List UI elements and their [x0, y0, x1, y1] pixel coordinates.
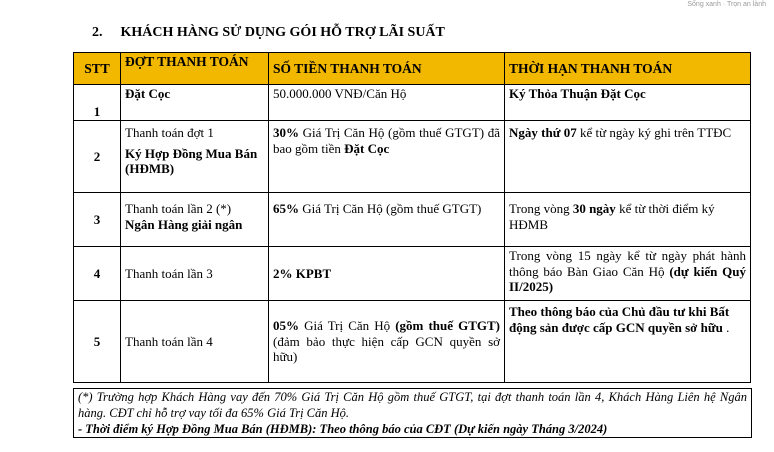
- row-1-stage: [121, 85, 269, 121]
- row-4-term-text: Trong vòng 15 ngày kể từ ngày phát hành thông báo Bàn Giao Căn Hộ: [509, 248, 746, 279]
- row-3-stage-line1: Thanh toán lần 2 (*): [125, 201, 232, 216]
- row-3-stage-line2: Ngân Hàng giải ngân: [125, 216, 243, 232]
- row-2-stt: 2: [74, 121, 121, 193]
- header-stage: ĐỢT THANH TOÁN: [121, 53, 269, 85]
- row-4-amount-text: 2% KPBT: [273, 265, 332, 281]
- row-1-term: [505, 85, 751, 121]
- row-2-term: [505, 121, 751, 193]
- row-2-amount-pct: 30%: [273, 125, 299, 140]
- row-5-stage-text: Thanh toán lần 4: [125, 333, 213, 349]
- row-3-term: [505, 193, 751, 247]
- row-1-term-text: Ký Thỏa Thuận Đặt Cọc: [509, 86, 646, 101]
- row-2-term-text: kể từ ngày ký ghi trên TTĐC: [576, 125, 732, 140]
- footnote-loan: (*) Trường hợp Khách Hàng vay đến 70% Giá Trị Căn Hộ gồm thuế GTGT, tại đợt thanh toán lần 4, Khách Hàng Liên hệ Ngân hàng. CĐT chỉ hỗ trợ vay tối đa 65% Giá Trị Căn Hộ.: [78, 390, 747, 420]
- row-3-term-days: 30 ngày: [572, 201, 616, 216]
- row-5-term: [505, 301, 751, 383]
- row-2-amount-deposit: Đặt Cọc: [344, 140, 390, 156]
- row-1-stage-text: Đặt Cọc: [125, 86, 171, 101]
- row-5-amount-text2: (đảm bảo thực hiện cấp GCN quyền sở hữu): [273, 333, 500, 365]
- table-row: [74, 121, 751, 193]
- row-4-amount: [269, 247, 505, 301]
- payment-schedule-table: [73, 52, 751, 383]
- watermark-text: Sống xanh · Trọn an lành: [687, 1, 766, 8]
- footnote-contract-date: - Thời điểm ký Hợp Đồng Mua Bán (HĐMB): Theo thông báo của CĐT (Dự kiến ngày Tháng 3/2024): [78, 422, 608, 436]
- row-4-stt: 4: [74, 247, 121, 301]
- row-4-term: [505, 247, 751, 301]
- footnotes-box: [73, 388, 752, 438]
- row-3-amount-text: Giá Trị Căn Hộ (gồm thuế GTGT): [299, 201, 482, 216]
- row-2-term-day: Ngày thứ 07: [509, 125, 577, 140]
- header-term: THỜI HẠN THANH TOÁN: [505, 53, 751, 85]
- row-3-stage: [121, 193, 269, 247]
- section-title: KHÁCH HÀNG SỬ DỤNG GÓI HỖ TRỢ LÃI SUẤT: [120, 25, 445, 40]
- row-3-term-text2: kể từ thời điểm ký HĐMB: [509, 201, 715, 232]
- row-5-term-text: Theo thông báo của Chủ đầu tư khi Bất động sản được cấp GCN quyền sở hữu: [509, 304, 730, 335]
- row-2-amount-text: Giá Trị Căn Hộ (gồm thuế GTGT) đã bao gồm tiền: [273, 125, 500, 156]
- row-5-amount: [269, 301, 505, 383]
- table-row: [74, 301, 751, 383]
- row-3-amount-pct: 65%: [273, 201, 299, 216]
- row-3-stt: 3: [74, 193, 121, 247]
- row-5-amount-pct: 05%: [273, 318, 299, 334]
- row-4-stage-text: Thanh toán lần 3: [125, 265, 213, 281]
- table-row: [74, 193, 751, 247]
- section-heading: [92, 25, 445, 41]
- table-row: [74, 85, 751, 121]
- row-4-stage: [121, 247, 269, 301]
- row-2-stage-line1: Thanh toán đợt 1: [125, 125, 214, 140]
- row-3-term-text1: Trong vòng: [509, 201, 573, 216]
- row-4-term-expected: (dự kiến Quý II/2025): [509, 263, 747, 294]
- row-1-stt: 1: [74, 85, 121, 121]
- row-5-term-period: .: [722, 319, 730, 335]
- row-5-stage: [121, 301, 269, 383]
- header-amount: SỐ TIỀN THANH TOÁN: [269, 53, 505, 85]
- row-5-stt: 5: [74, 301, 121, 383]
- row-1-amount-text: 50.000.000 VNĐ/Căn Hộ: [273, 86, 407, 101]
- table-header-row: [74, 53, 751, 85]
- row-1-amount: [269, 85, 505, 121]
- header-stt: STT: [74, 53, 121, 85]
- row-2-stage: [121, 121, 269, 193]
- row-5-amount-text1: Giá Trị Căn Hộ: [299, 318, 396, 334]
- row-5-amount-vat: (gồm thuế GTGT): [395, 318, 500, 334]
- row-2-amount: [269, 121, 505, 193]
- table-row: [74, 247, 751, 301]
- row-3-amount: [269, 193, 505, 247]
- row-2-stage-line2: Ký Hợp Đồng Mua Bán (HĐMB): [125, 145, 258, 176]
- section-number: 2.: [92, 25, 103, 40]
